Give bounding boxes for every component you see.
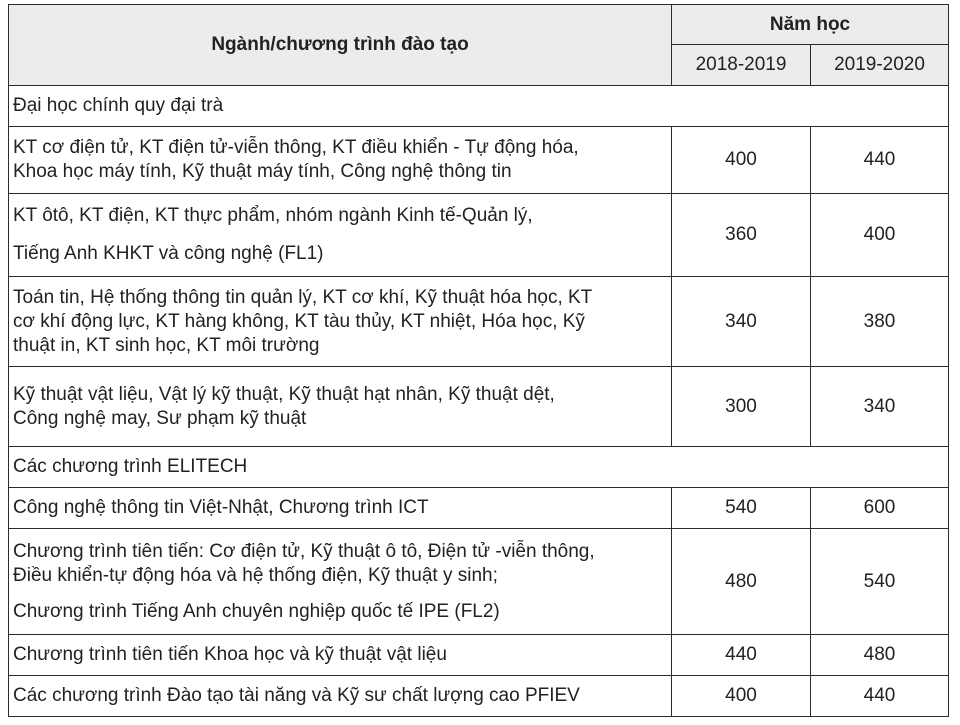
- section-title: Đại học chính quy đại trà: [9, 86, 949, 127]
- table-row: [9, 635, 949, 676]
- program-name-line: KT cơ điện tử, KT điện tử-viễn thông, KT điều khiển - Tự động hóa,: [13, 137, 579, 158]
- score-2019-2020: 380: [811, 277, 949, 367]
- table-row: [9, 127, 949, 194]
- program-name-line: thuật in, KT sinh học, KT môi trường: [13, 334, 320, 356]
- program-name-line: Kỹ thuật vật liệu, Vật lý kỹ thuật, Kỹ thuật hạt nhân, Kỹ thuật dệt,: [13, 383, 555, 405]
- program-name-line: Chương trình Tiếng Anh chuyên nghiệp quốc tế IPE (FL2): [13, 600, 500, 622]
- score-2019-2020: 480: [811, 635, 949, 676]
- year-header-2018-2019: 2018-2019: [672, 45, 811, 86]
- table-row: [9, 194, 949, 277]
- score-2019-2020: 340: [811, 367, 949, 447]
- year-group-header: Năm học: [672, 5, 949, 45]
- program-column-header: Ngành/chương trình đào tạo: [9, 5, 672, 86]
- program-name: [9, 277, 672, 367]
- tuition-table: [8, 4, 949, 717]
- section-title: Các chương trình ELITECH: [9, 447, 949, 488]
- program-name: [9, 367, 672, 447]
- score-2019-2020: 540: [811, 529, 949, 635]
- score-2019-2020: 440: [811, 127, 949, 194]
- score-2019-2020: 440: [811, 676, 949, 717]
- table-row: [9, 488, 949, 529]
- year-header-2019-2020: 2019-2020: [811, 45, 949, 86]
- section-header-row: [9, 86, 949, 127]
- score-2019-2020: 600: [811, 488, 949, 529]
- program-name-line: Chương trình tiên tiến: Cơ điện tử, Kỹ thuật ô tô, Điện tử -viễn thông,: [13, 540, 595, 562]
- program-name-line: Chương trình tiên tiến Khoa học và kỹ thuật vật liệu: [13, 644, 447, 665]
- score-2018-2019: 400: [672, 676, 811, 717]
- section-header-row: [9, 447, 949, 488]
- program-name: [9, 635, 672, 676]
- table-row: [9, 676, 949, 717]
- table-row: [9, 529, 949, 635]
- score-2018-2019: 440: [672, 635, 811, 676]
- table-row: [9, 277, 949, 367]
- score-2018-2019: 400: [672, 127, 811, 194]
- program-name-line: Tiếng Anh KHKT và công nghệ (FL1): [13, 243, 324, 264]
- program-name-line: Toán tin, Hệ thống thông tin quản lý, KT cơ khí, Kỹ thuật hóa học, KT: [13, 286, 593, 308]
- program-name-line: cơ khí động lực, KT hàng không, KT tàu thủy, KT nhiệt, Hóa học, Kỹ: [13, 310, 585, 332]
- program-name-line: Điều khiển-tự động hóa và hệ thống điện, Kỹ thuật y sinh;: [13, 564, 498, 586]
- program-name: [9, 127, 672, 194]
- program-name-line: Công nghệ may, Sư phạm kỹ thuật: [13, 407, 307, 429]
- program-name: [9, 488, 672, 529]
- score-2018-2019: 360: [672, 194, 811, 277]
- score-2018-2019: 340: [672, 277, 811, 367]
- score-2019-2020: 400: [811, 194, 949, 277]
- program-name-line: KT ôtô, KT điện, KT thực phẩm, nhóm ngành Kinh tế-Quản lý,: [13, 205, 533, 226]
- program-name: [9, 676, 672, 717]
- program-name: [9, 194, 672, 277]
- program-name: [9, 529, 672, 635]
- score-2018-2019: 540: [672, 488, 811, 529]
- program-name-line: Công nghệ thông tin Việt-Nhật, Chương trình ICT: [13, 497, 429, 518]
- score-2018-2019: 480: [672, 529, 811, 635]
- program-name-line: Các chương trình Đào tạo tài năng và Kỹ sư chất lượng cao PFIEV: [13, 685, 580, 706]
- program-name-line: Khoa học máy tính, Kỹ thuật máy tính, Công nghệ thông tin: [13, 161, 512, 182]
- table-row: [9, 367, 949, 447]
- score-2018-2019: 300: [672, 367, 811, 447]
